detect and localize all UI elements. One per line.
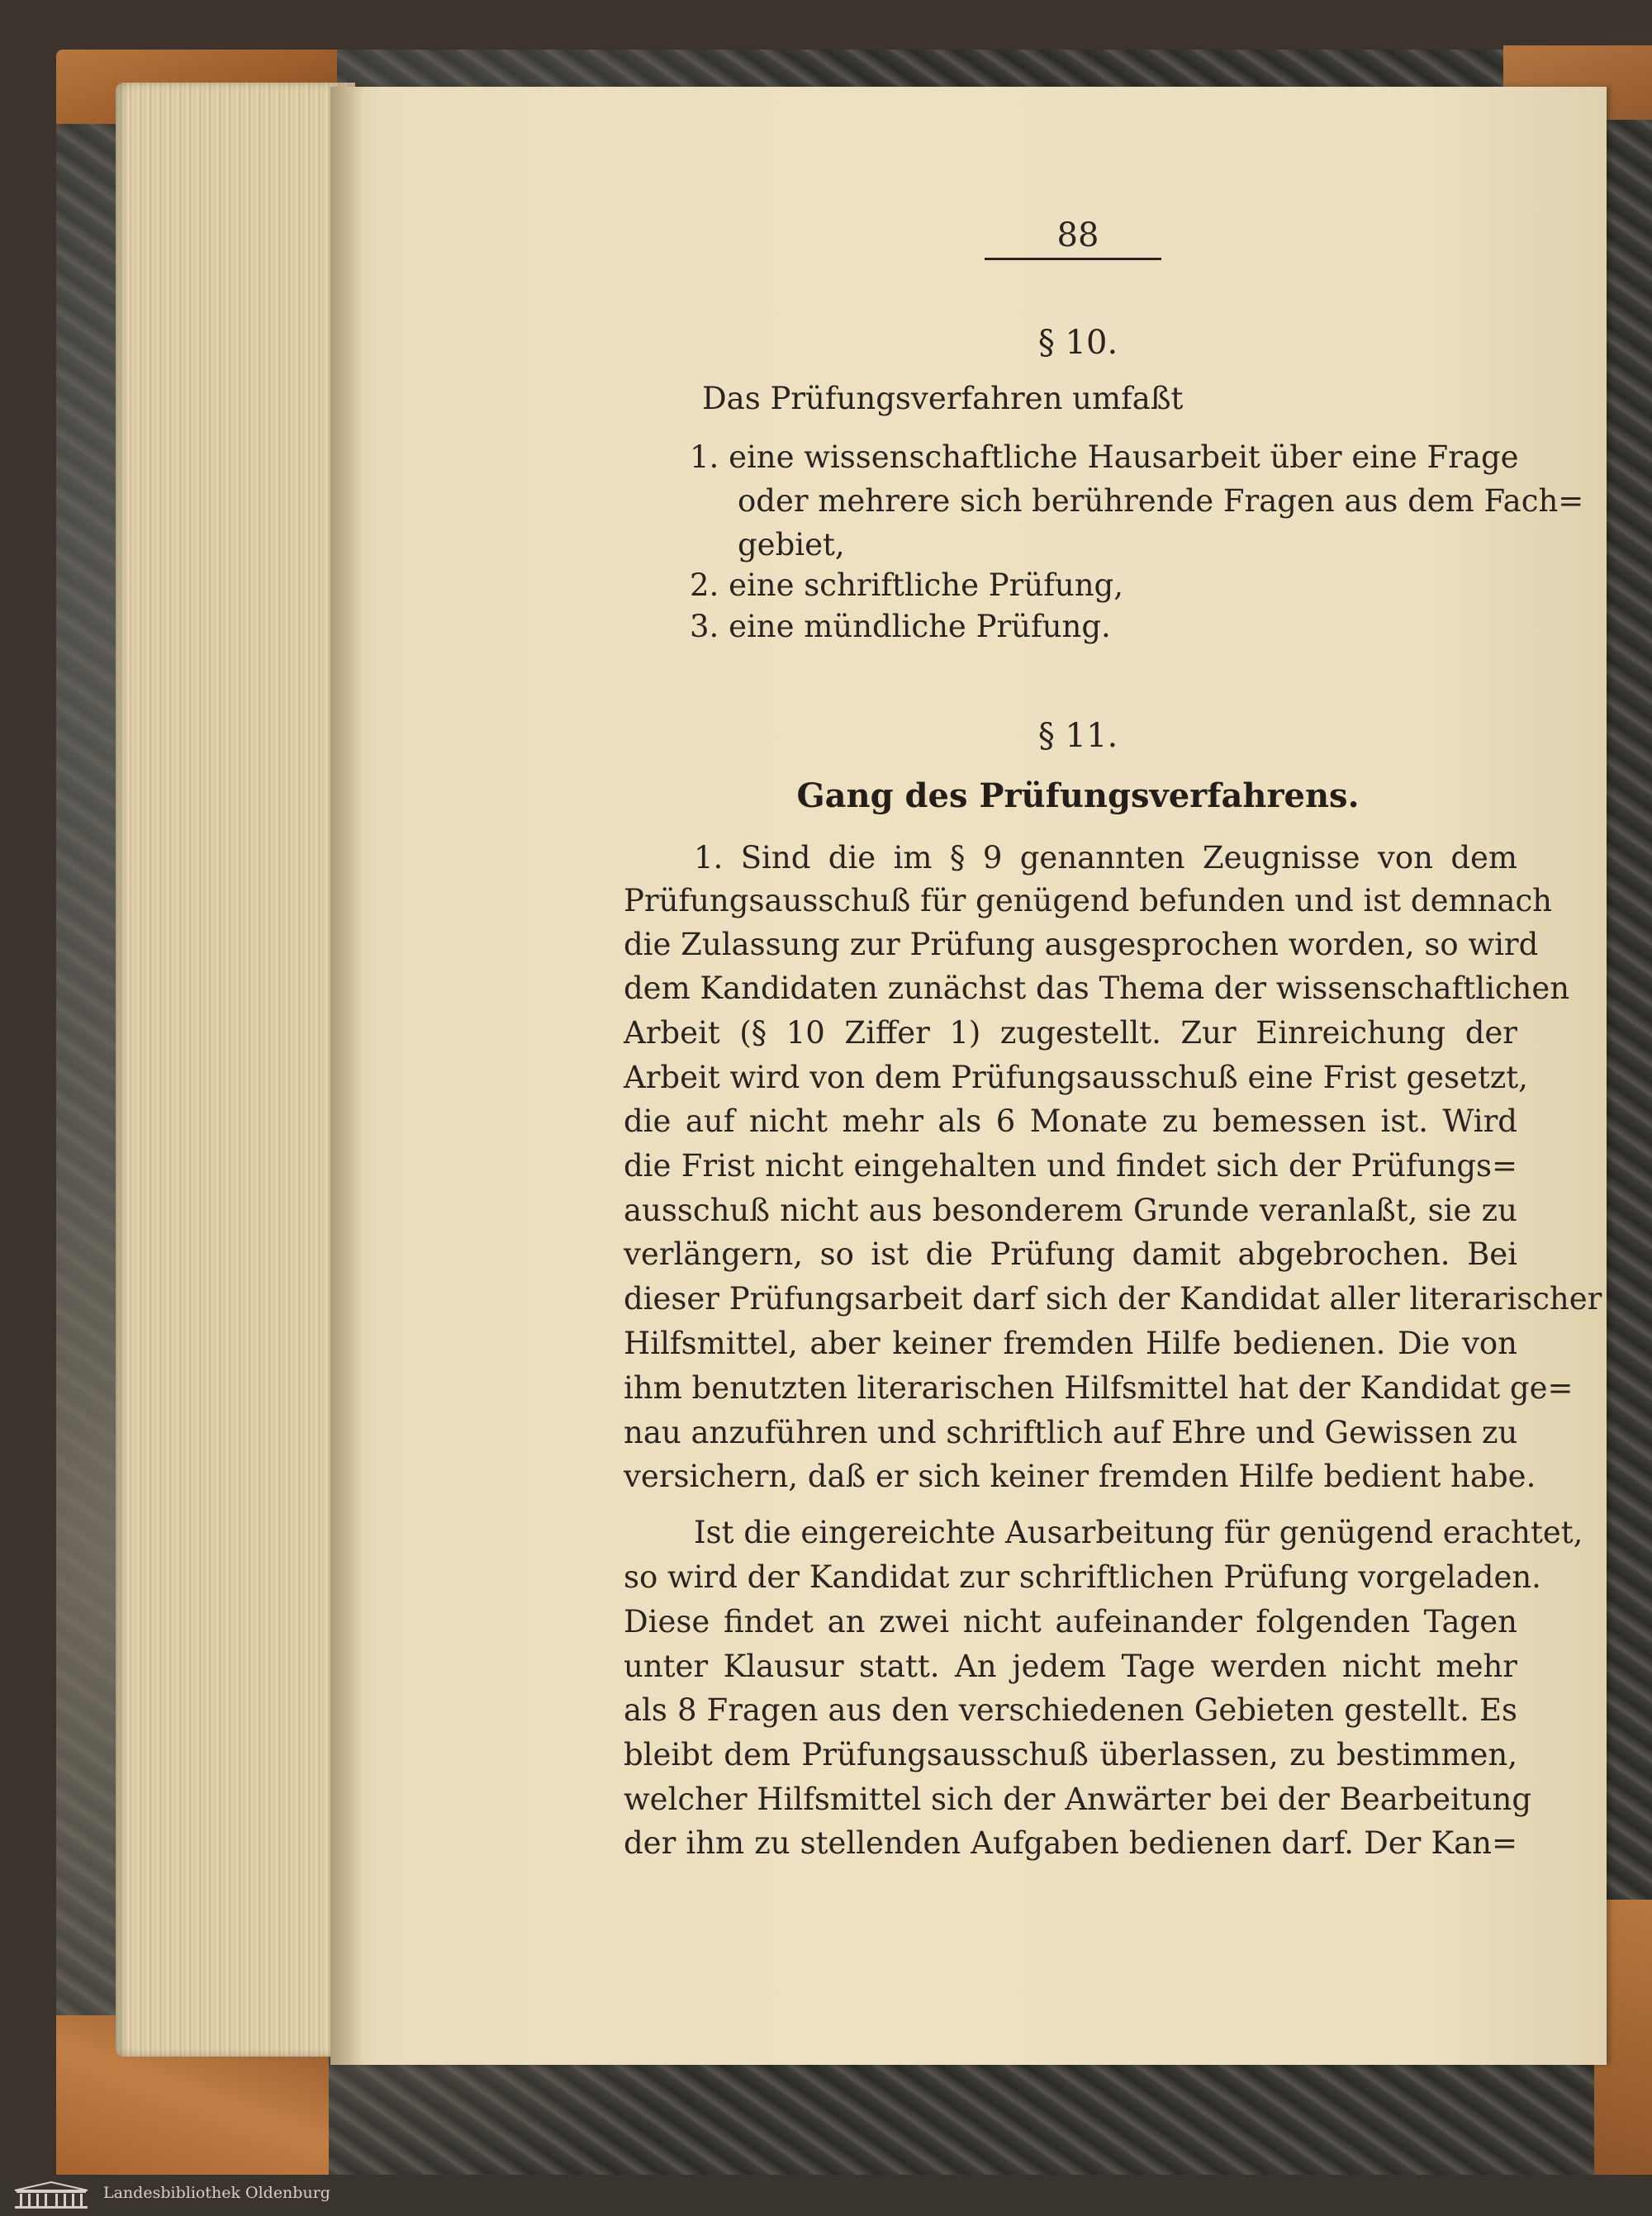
footer-library-name: Landesbibliothek Oldenburg <box>103 2184 330 2202</box>
section-11-heading: § 11. <box>1037 717 1118 755</box>
text-line: die Frist nicht eingehalten und findet sich der Prüfungs= <box>624 1148 1517 1184</box>
page-number: 88 <box>1056 216 1099 254</box>
text-line: ausschuß nicht aus besonderem Grunde veranlaßt, sie zu <box>624 1193 1517 1228</box>
text-line: als 8 Fragen aus den verschiedenen Gebieten gestellt. Es <box>624 1692 1517 1728</box>
list-item-continuation: gebiet, <box>738 527 845 562</box>
text-line: versichern, daß er sich keiner fremden Hilfe bedient habe. <box>624 1459 1536 1494</box>
list-item: 2. eine schriftliche Prüfung, <box>690 567 1123 603</box>
text-line: die auf nicht mehr als 6 Monate zu bemessen ist. Wird <box>624 1103 1517 1139</box>
text-line: Hilfsmittel, aber keiner fremden Hilfe bedienen. Die von <box>624 1326 1517 1361</box>
text-line: ihm benutzten literarischen Hilfsmittel hat der Kandidat ge= <box>624 1370 1574 1406</box>
library-building-icon <box>10 2180 93 2210</box>
text-line: dem Kandidaten zunächst das Thema der wissenschaftlichen <box>624 970 1570 1006</box>
list-item: 3. eine mündliche Prüfung. <box>690 609 1111 644</box>
text-line: die Zulassung zur Prüfung ausgesprochen worden, so wird <box>624 927 1539 962</box>
text-line: unter Klausur statt. An jedem Tage werden nicht mehr <box>624 1649 1517 1684</box>
text-line: welcher Hilfsmittel sich der Anwärter bei der Bearbeitung <box>624 1782 1532 1817</box>
section-10-intro: Das Prüfungsverfahren umfaßt <box>702 381 1184 416</box>
text-line: Diese findet an zwei nicht aufeinander folgenden Tagen <box>624 1604 1517 1639</box>
list-item-continuation: oder mehrere sich berührende Fragen aus dem Fach= <box>738 483 1584 519</box>
text-line: so wird der Kandidat zur schriftlichen Prüfung vorgeladen. <box>624 1559 1541 1595</box>
text-line: bleibt dem Prüfungsausschuß überlassen, zu bestimmen, <box>624 1737 1517 1772</box>
text-line: dieser Prüfungsarbeit darf sich der Kandidat aller literarischer <box>624 1281 1602 1317</box>
text-line: der ihm zu stellenden Aufgaben bedienen darf. Der Kan= <box>624 1825 1517 1861</box>
page-edges <box>116 83 355 2057</box>
text-line: Ist die eingereichte Ausarbeitung für genügend erachtet, <box>694 1515 1583 1550</box>
text-line: nau anzuführen und schriftlich auf Ehre und Gewissen zu <box>624 1415 1518 1450</box>
text-line: Arbeit wird von dem Prüfungsausschuß eine Frist gesetzt, <box>624 1060 1528 1095</box>
text-line: Prüfungsausschuß für genügend befunden und ist demnach <box>624 883 1553 918</box>
section-11-subtitle: Gang des Prüfungsverfahrens. <box>796 776 1360 815</box>
gutter-shadow <box>330 87 363 2065</box>
text-line: verlängern, so ist die Prüfung damit abgebrochen. Bei <box>624 1236 1517 1272</box>
text-line: Arbeit (§ 10 Ziffer 1) zugestellt. Zur Einreichung der <box>624 1015 1517 1051</box>
text-line: 1. Sind die im § 9 genannten Zeugnisse von dem <box>694 840 1517 875</box>
section-10-heading: § 10. <box>1037 324 1118 362</box>
list-item: 1. eine wissenschaftliche Hausarbeit über eine Frage <box>690 439 1519 475</box>
page-number-rule <box>985 258 1161 260</box>
